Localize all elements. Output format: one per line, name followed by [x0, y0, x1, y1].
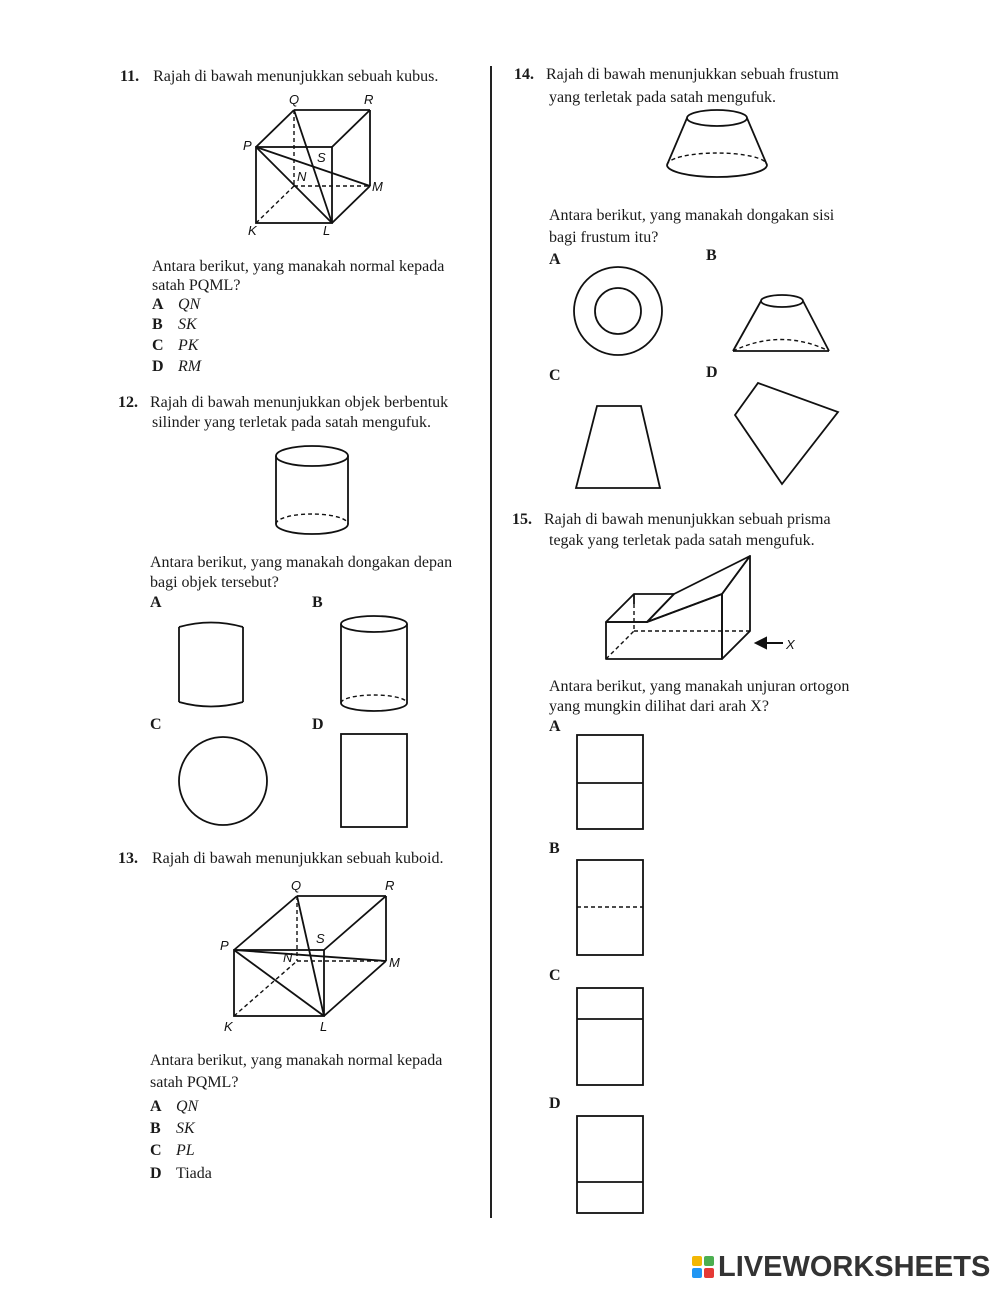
q15-prompt-line1: Antara berikut, yang manakah unjuran ortogon [549, 678, 850, 695]
q11-option-b-letter: B [152, 316, 163, 333]
q14-choice-d-label[interactable]: D [706, 364, 718, 381]
q15-choice-b-label[interactable]: B [549, 840, 560, 857]
q13-option-a-letter: A [150, 1098, 162, 1115]
q13-option-d-value: Tiada [176, 1165, 212, 1182]
q12-number: 12. [118, 394, 138, 411]
q11-label-l: L [323, 223, 331, 238]
q11-prompt-line2: satah PQML? [152, 277, 241, 294]
q14-text-line1: Rajah di bawah menunjukkan sebuah frustum [546, 66, 839, 83]
q13-label-q: Q [291, 878, 302, 893]
q13-prompt-line2: satah PQML? [150, 1074, 239, 1091]
q11-text: Rajah di bawah menunjukkan sebuah kubus. [153, 68, 439, 85]
q12-text-line1: Rajah di bawah menunjukkan objek berbentuk [150, 394, 449, 411]
q12-text-line2: silinder yang terletak pada satah mengufuk. [152, 414, 432, 431]
q15-text-line2: tegak yang terletak pada satah mengufuk. [549, 532, 815, 549]
q14-prompt-line2: bagi frustum itu? [549, 229, 659, 246]
liveworksheets-logo [692, 1251, 990, 1284]
q15-text-line1: Rajah di bawah menunjukkan sebuah prisma [544, 511, 831, 528]
q13-label-r: R [385, 878, 395, 893]
q11-option-a-letter: A [152, 296, 164, 313]
q14-number: 14. [514, 66, 534, 83]
q11-label-s: S [317, 150, 326, 165]
q15-prompt-line2: yang mungkin dilihat dari arah X? [549, 698, 769, 715]
q11-option-d-value: RM [178, 358, 202, 375]
q14-choice-c-label[interactable]: C [549, 367, 561, 384]
q13-option-d-letter: D [150, 1165, 162, 1182]
q13-option-b-value: SK [176, 1120, 195, 1137]
q11-number: 11. [120, 68, 140, 85]
q11-option-a-value: QN [178, 296, 201, 313]
q11-label-k: K [248, 223, 257, 238]
q13-label-s: S [316, 931, 325, 946]
logo-text: LIVEWORKSHEETS [718, 1251, 991, 1283]
q13-prompt-line1: Antara berikut, yang manakah normal kepada [150, 1052, 443, 1069]
q15-choice-d-label[interactable]: D [549, 1095, 561, 1112]
q13-label-k: K [224, 1019, 233, 1034]
q15-arrow-label: X [786, 637, 795, 652]
q13-label-n: N [283, 950, 293, 965]
q13-label-p: P [220, 938, 229, 953]
q11-option-b-value: SK [178, 316, 197, 333]
q14-prompt-line1: Antara berikut, yang manakah dongakan sisi [549, 207, 835, 224]
q14-text-line2: yang terletak pada satah mengufuk. [549, 89, 777, 106]
q12-prompt-line1: Antara berikut, yang manakah dongakan depan [150, 554, 453, 571]
q11-option-c-letter: C [152, 337, 164, 354]
q13-label-l: L [320, 1019, 328, 1034]
q12-choice-b-label[interactable]: B [312, 594, 323, 611]
q12-choice-d-label[interactable]: D [312, 716, 324, 733]
q13-option-c-letter: C [150, 1142, 162, 1159]
q13-option-a-value: QN [176, 1098, 199, 1115]
q11-option-d-letter: D [152, 358, 164, 375]
q11-label-p: P [243, 138, 252, 153]
q12-choice-c-label[interactable]: C [150, 716, 162, 733]
q13-number: 13. [118, 850, 138, 867]
q13-text: Rajah di bawah menunjukkan sebuah kuboid. [152, 850, 444, 867]
q15-choice-c-label[interactable]: C [549, 967, 561, 984]
q13-option-b-letter: B [150, 1120, 161, 1137]
q11-label-r: R [364, 92, 374, 107]
q13-option-c-value: PL [176, 1142, 195, 1159]
q13-label-m: M [389, 955, 400, 970]
q11-label-m: M [372, 179, 383, 194]
logo-grid-icon [692, 1256, 714, 1278]
q11-label-q: Q [289, 92, 300, 107]
q15-number: 15. [512, 511, 532, 528]
q11-option-c-value: PK [178, 337, 199, 354]
q14-choice-a-label[interactable]: A [549, 251, 561, 268]
q11-label-n: N [297, 169, 307, 184]
q12-prompt-line2: bagi objek tersebut? [150, 574, 279, 591]
q11-prompt-line1: Antara berikut, yang manakah normal kepada [152, 258, 445, 275]
q14-choice-b-label[interactable]: B [706, 247, 717, 264]
q15-choice-a-label[interactable]: A [549, 718, 561, 735]
q12-choice-a-label[interactable]: A [150, 594, 162, 611]
